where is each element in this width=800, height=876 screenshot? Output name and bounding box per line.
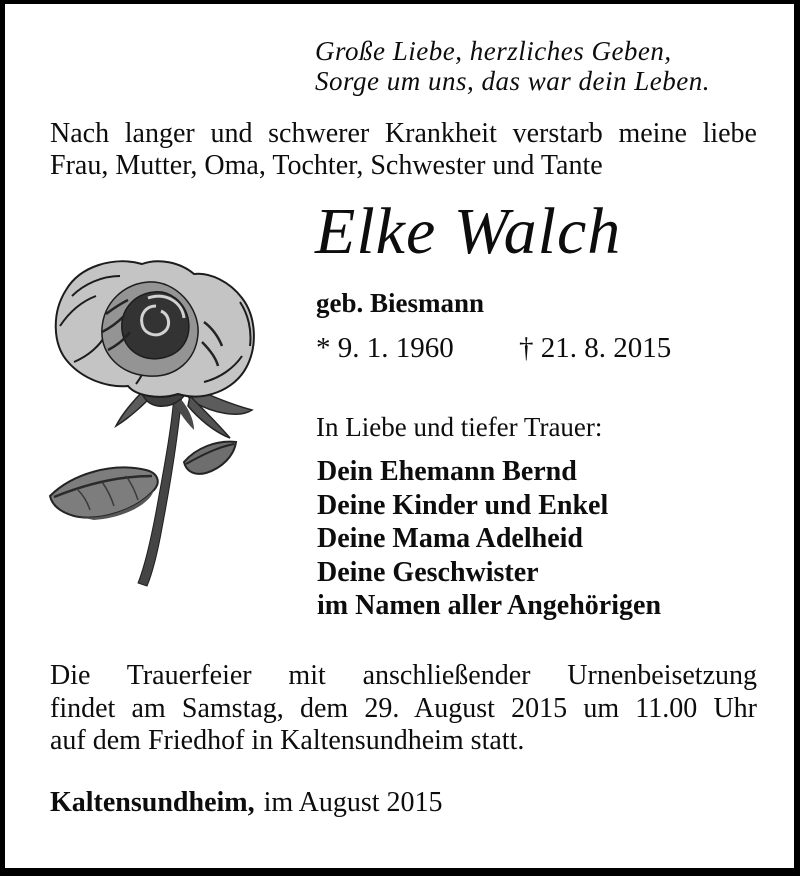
intro-paragraph <box>50 118 757 182</box>
signoff-place: Kaltensundheim, <box>50 787 255 818</box>
mourning-heading: In Liebe und tiefer Trauer: <box>316 412 603 442</box>
mourner-line: Deine Mama Adelheid <box>317 523 583 554</box>
funeral-line-2: findet am Samstag, dem 29. August 2015 um 11.00 Uhr <box>50 692 757 724</box>
epigraph-line-1: Große Liebe, herzliches Geben, <box>315 36 672 66</box>
mourner-line: Deine Geschwister <box>317 556 539 588</box>
birth-date: * 9. 1. 1960 <box>316 332 454 364</box>
epigraph <box>315 36 710 96</box>
mourners-list <box>317 455 661 623</box>
birth-name: geb. Biesmann <box>316 288 485 318</box>
intro-line-1: Nach langer und schwerer Krankheit verstarb meine liebe <box>50 118 757 149</box>
mourner-line: im Namen aller Angehörigen <box>317 590 662 621</box>
rose-icon <box>44 256 266 592</box>
epigraph-line-2: Sorge um uns, das war dein Leben. <box>315 66 710 96</box>
funeral-line-3: auf dem Friedhof in Kaltensundheim statt. <box>50 725 525 756</box>
life-dates <box>316 333 671 365</box>
mourner-line: Dein Ehemann Bernd <box>317 456 577 487</box>
signoff-date: im August 2015 <box>263 787 443 818</box>
funeral-line-1: Die Trauerfeier mit anschließender Urnenbeisetzung <box>50 660 757 691</box>
signoff-line <box>50 788 443 819</box>
intro-line-2: Frau, Mutter, Oma, Tochter, Schwester und Tante <box>50 150 603 181</box>
death-date: † 21. 8. 2015 <box>519 332 672 364</box>
mourner-line: Deine Kinder und Enkel <box>317 489 609 521</box>
funeral-paragraph <box>50 660 757 758</box>
deceased-name: Elke Walch <box>315 195 622 268</box>
